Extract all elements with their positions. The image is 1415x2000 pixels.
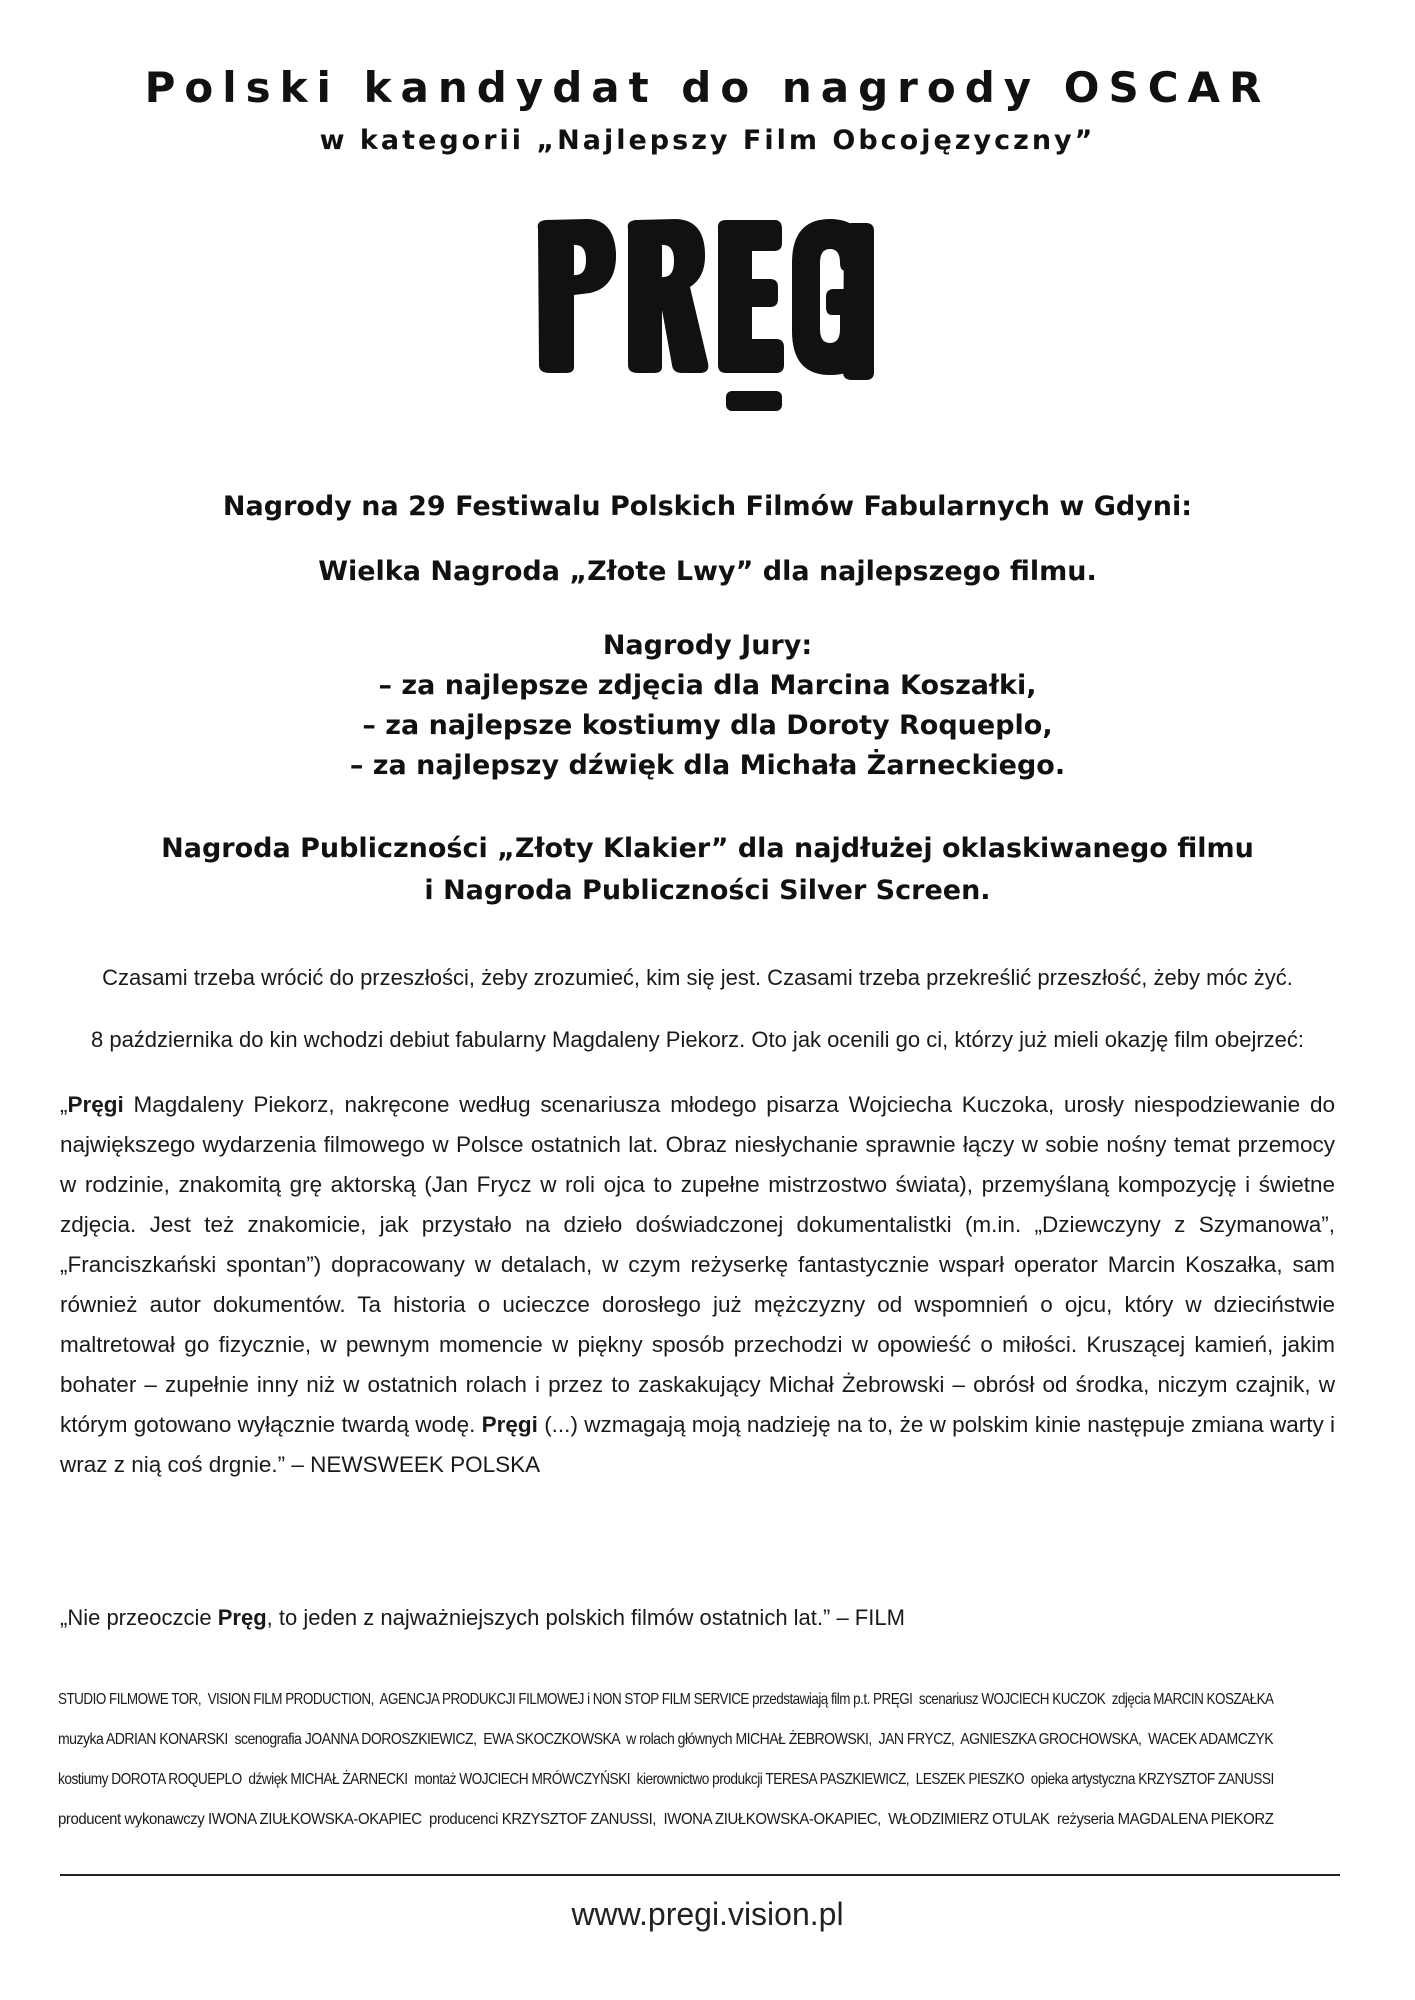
credits-line [58, 1720, 1274, 1760]
film-magazine-quote [60, 1603, 1335, 1633]
film-quote-title: Pręg [217, 1605, 267, 1630]
credits-line-text: producent wykonawczy IWONA ZIUŁKOWSKA-OKAPIEC producenci KRZYSZTOF ZANUSSI, IWONA ZIUŁKOWSKA-OKAPIEC, WŁODZIMIERZ OTULAK reżyseria MAGDALENA PIEKORZ [58, 1811, 1274, 1828]
audience-award-line1: Nagroda Publiczności „Złoty Klakier” dla najdłużej oklaskiwanego filmu [161, 833, 1254, 864]
film-quote-part1: „Nie przeoczcie [60, 1605, 218, 1630]
jury-item: – za najlepszy dźwięk dla Michała Żarneckiego. [349, 750, 1066, 781]
tagline: Czasami trzeba wrócić do przeszłości, żeby zrozumieć, kim się jest. Czasami trzeba przekreślić przeszłość, żeby móc żyć. [102, 965, 1293, 990]
website-link[interactable]: www.pregi.vision.pl [571, 1896, 844, 1932]
jury-item: – za najlepsze zdjęcia dla Marcina Koszałki, [378, 670, 1037, 701]
footer-divider [60, 1874, 1340, 1876]
jury-heading: Nagrody Jury: [602, 630, 813, 661]
newsweek-review [60, 1085, 1335, 1485]
jury-awards [0, 626, 1415, 786]
pregi-title-logo [530, 215, 885, 445]
review-text-part1: Magdaleny Piekorz, nakręcone według scenariusza młodego pisarza Wojciecha Kuczoka, urosły niespodziewanie do największego wydarzenia filmowego w Polsce ostatnich lat. Obraz niesłychanie sprawnie łączy w sobie nośny temat przemocy w rodzinie, znakomitą grę aktorską (Jan Frycz w roli ojca to zupełne mistrzostwo świata), przemyślaną kompozycję i świetne zdjęcia. Jest też znakomicie, jak przystało na dzieło doświadczonej dokumentalistki (m.in. „Dziewczyny z Szymanowa”, „Franciszkański spontan”) dopracowany w detalach, w czym reżyserkę fantastycznie wsparł operator Marcin Koszałka, sam również autor dokumentów. Ta historia o ucieczce dorosłego już mężczyzny od wspomnień o ojcu, który w dzieciństwie maltretował go fizycznie, w pewnym momencie w piękny sposób przechodzi w opowieść o miłości. Kruszącej kamień, jakim bohater – zupełnie inny niż w ostatnich rolach i przez to zaskakujący Michał Żebrowski – obrósł od środka, niczym czajnik, w którym gotowano wyłącznie twardą wodę. [60, 1092, 1335, 1437]
awards-heading: Nagrody na 29 Festiwalu Polskich Filmów Fabularnych w Gdyni: [222, 491, 1193, 522]
pregi-title-logo-letter-i [838, 220, 878, 385]
film-quote-part2: , to jeden z najważniejszych polskich filmów ostatnich lat.” – FILM [266, 1605, 905, 1630]
credits-line [58, 1760, 1274, 1800]
audience-awards [0, 828, 1415, 912]
review-text-part2: (...) wzmagają moją nadzieję na to, że w polskim kinie następuje zmiana warty i wraz z nią coś drgnie.” – NEWSWEEK POLSKA [60, 1412, 1335, 1477]
credits-line-text: kostiumy DOROTA ROQUEPLO dźwięk MICHAŁ ŻARNECKI montaż WOJCIECH MRÓWCZYŃSKI kierownictwo produkcji TERESA PASZKIEWICZ, LESZEK PIESZKO opieka artystyczna KRZYSZTOF ZANUSSI [58, 1771, 1274, 1788]
jury-item: – za najlepsze kostiumy dla Doroty Roqueplo, [362, 710, 1053, 741]
credits-line-text: STUDIO FILMOWE TOR, VISION FILM PRODUCTION, AGENCJA PRODUKCJI FILMOWEJ i NON STOP FILM SERVICE przedstawiają film p.t. PRĘGI scenariusz WOJCIECH KUCZOK zdjęcia MARCIN KOSZAŁKA [58, 1691, 1274, 1708]
oscar-candidate-heading: Polski kandydat do nagrody OSCAR [144, 63, 1271, 112]
credits-line-text: muzyka ADRIAN KONARSKI scenografia JOANNA DOROSZKIEWICZ, EWA SKOCZKOWSKA w rolach głównych MICHAŁ ŻEBROWSKI, JAN FRYCZ, AGNIESZKA GROCHOWSKA, WACEK ADAMCZYK [58, 1731, 1274, 1748]
release-announcement: 8 października do kin wchodzi debiut fabularny Magdaleny Piekorz. Oto jak ocenili go ci, którzy już mieli okazję film obejrzeć: [90, 1027, 1305, 1052]
credits-line [58, 1680, 1274, 1720]
audience-award-line2: i Nagroda Publiczności Silver Screen. [424, 875, 991, 906]
review-film-title: Pręgi [481, 1412, 538, 1437]
oscar-category-subheading: w kategorii „Najlepszy Film Obcojęzyczny” [319, 125, 1096, 156]
grand-prize-line: Wielka Nagroda „Złote Lwy” dla najlepszego filmu. [318, 556, 1097, 587]
film-credits [58, 1680, 1274, 1840]
credits-line [58, 1800, 1274, 1840]
review-film-title: Pręgi [67, 1092, 124, 1117]
review-open-quote: „ [60, 1092, 68, 1117]
